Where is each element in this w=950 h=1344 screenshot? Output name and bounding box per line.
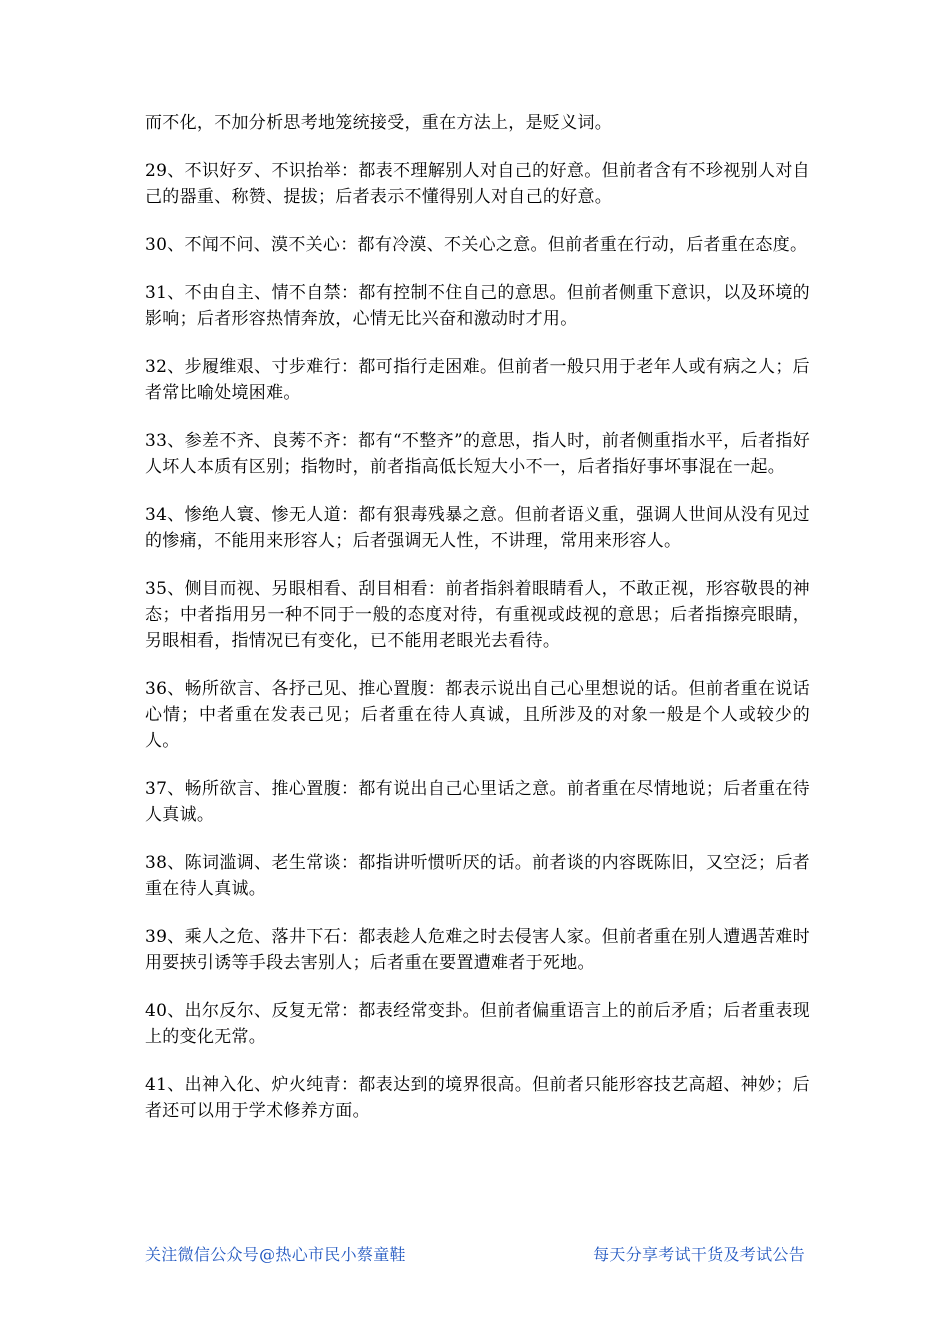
paragraph-36: 36、畅所欲言、各抒己见、推心置腹：都表示说出自己心里想说的话。但前者重在说话心情；中者重在发表己见；后者重在待人真诚，且所涉及的对象一般是个人或较少的人。 <box>145 679 810 751</box>
paragraph-30: 30、不闻不问、漠不关心：都有冷漠、不关心之意。但前者重在行动，后者重在态度。 <box>145 235 808 255</box>
paragraph-39: 39、乘人之危、落井下石：都表趁人危难之时去侵害人家。但前者重在别人遭遇苦难时用要挟引诱等手段去害别人；后者重在要置遭难者于死地。 <box>145 927 810 973</box>
paragraph-35: 35、侧目而视、另眼相看、刮目相看：前者指斜着眼睛看人，不敢正视，形容敬畏的神态；中者指用另一种不同于一般的态度对待，有重视或歧视的意思；后者指擦亮眼睛，另眼相看，指情况已有变化，已不能用老眼光去看待。 <box>145 579 810 651</box>
paragraph-38: 38、陈词滥调、老生常谈：都指讲听惯听厌的话。前者谈的内容既陈旧，又空泛；后者重在待人真诚。 <box>145 853 810 899</box>
paragraph-32: 32、步履维艰、寸步难行：都可指行走困难。但前者一般只用于老年人或有病之人；后者常比喻处境困难。 <box>145 357 810 403</box>
paragraph-41: 41、出神入化、炉火纯青：都表达到的境界很高。但前者只能形容技艺高超、神妙；后者还可以用于学术修养方面。 <box>145 1075 810 1121</box>
paragraph-40: 40、出尔反尔、反复无常：都表经常变卦。但前者偏重语言上的前后矛盾；后者重表现上的变化无常。 <box>145 1001 810 1047</box>
paragraph-33: 33、参差不齐、良莠不齐：都有“不整齐”的意思，指人时，前者侧重指水平，后者指好人坏人本质有区别；指物时，前者指高低长短大小不一，后者指好事坏事混在一起。 <box>145 431 810 477</box>
paragraph-continuation: 而不化，不加分析思考地笼统接受，重在方法上，是贬义词。 <box>145 113 613 133</box>
paragraph-37: 37、畅所欲言、推心置腹：都有说出自己心里话之意。前者重在尽情地说；后者重在待人真诚。 <box>145 779 810 825</box>
footer-daily-share: 每天分享考试干货及考试公告 <box>593 1245 805 1264</box>
document-body <box>145 110 810 1146</box>
paragraph-31: 31、不由自主、情不自禁：都有控制不住自己的意思。但前者侧重下意识，以及环境的影响；后者形容热情奔放，心情无比兴奋和激动时才用。 <box>145 283 810 329</box>
paragraph-34: 34、惨绝人寰、惨无人道：都有狠毒残暴之意。但前者语义重，强调人世间从没有见过的惨痛，不能用来形容人；后者强调无人性，不讲理，常用来形容人。 <box>145 505 810 551</box>
footer-wechat-promo: 关注微信公众号@热心市民小蔡童鞋 <box>145 1245 406 1264</box>
paragraph-29: 29、不识好歹、不识抬举：都表不理解别人对自己的好意。但前者含有不珍视别人对自己的器重、称赞、提拔；后者表示不懂得别人对自己的好意。 <box>145 161 810 207</box>
